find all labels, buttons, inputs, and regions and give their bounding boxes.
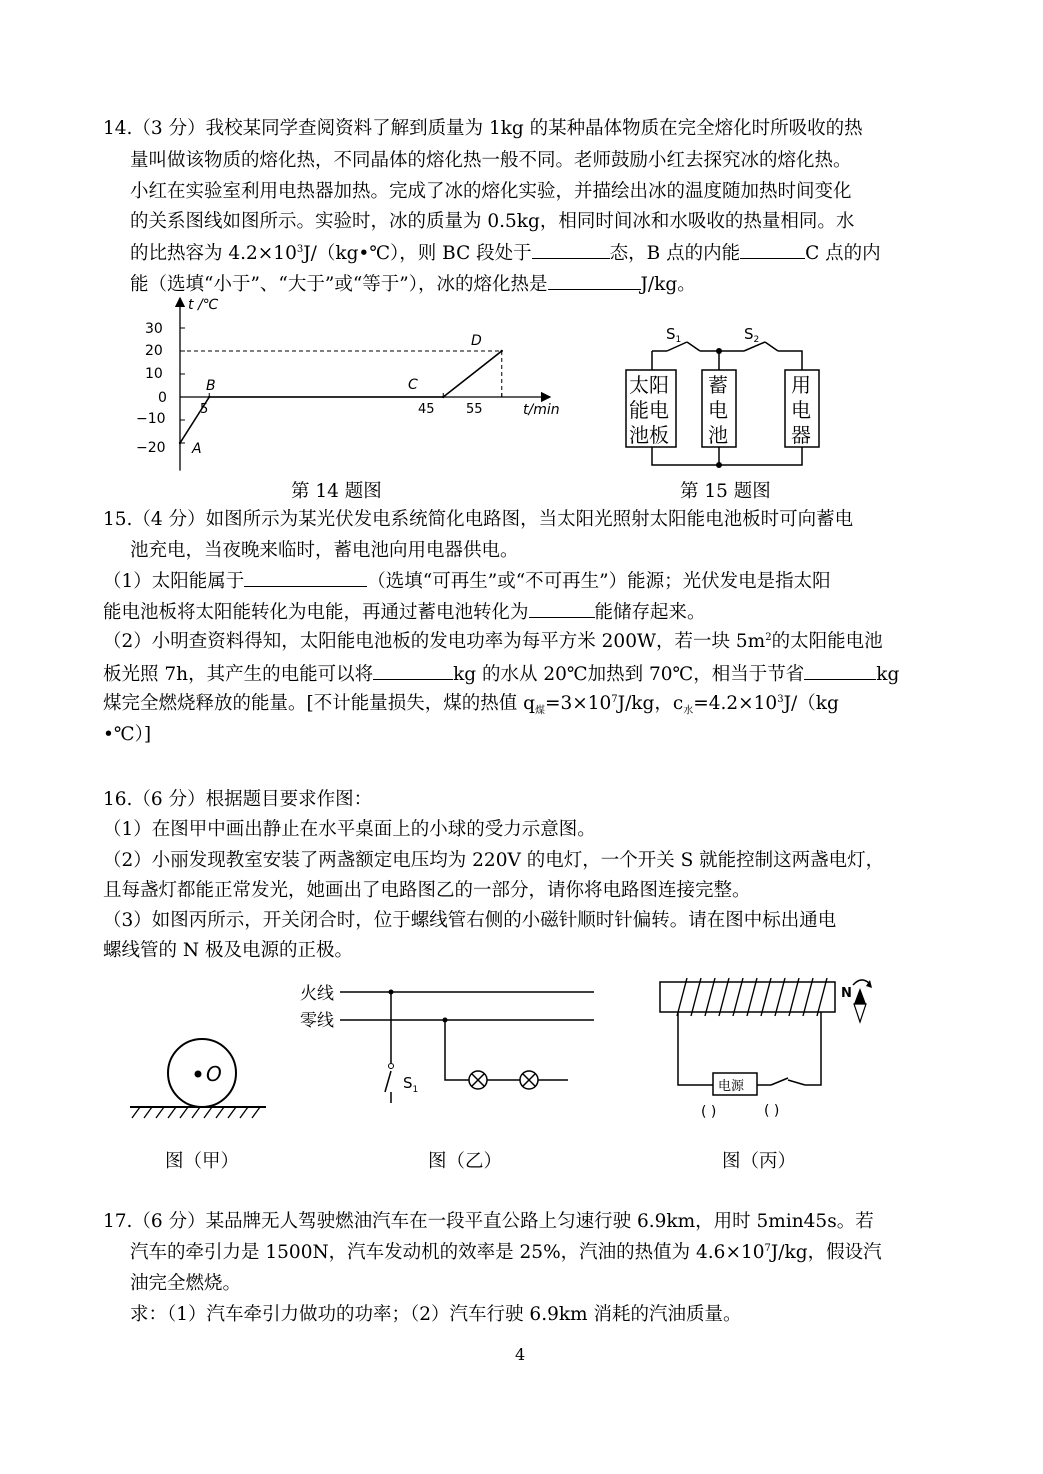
q17-line-4: 求：（1）汽车牵引力做功的功率；（2）汽车行驶 6.9km 消耗的汽油质量。 xyxy=(130,1304,742,1325)
data-point xyxy=(501,350,503,352)
coil-turn xyxy=(817,978,827,1016)
y-axis-label: t /℃ xyxy=(188,297,219,313)
answer-bracket[interactable]: ( ) xyxy=(764,1103,780,1119)
coil-turn xyxy=(761,978,771,1016)
ball-center-label: O xyxy=(206,1062,222,1086)
answer-blank[interactable] xyxy=(373,661,453,680)
q14-line-2: 量叫做该物质的熔化热，不同晶体的熔化热一般不同。老师鼓励小红去探究冰的熔化热。 xyxy=(130,150,852,171)
q16-line-5: （3）如图丙所示，开关闭合时，位于螺线管右侧的小磁针顺时针偏转。请在图中标出通电 xyxy=(103,910,837,931)
ball-center-dot xyxy=(195,1071,202,1078)
bottom-wire xyxy=(652,447,802,465)
appliance-label: 器 xyxy=(791,423,811,447)
figure-14-graph xyxy=(136,292,570,472)
s1-label: $S_1$ xyxy=(666,325,682,345)
q17-line-3: 油完全燃烧。 xyxy=(130,1273,242,1294)
q16-line-1: 16.（6 分）根据题目要求作图： xyxy=(103,789,373,810)
live-wire-label: 火线 xyxy=(300,984,334,1004)
y-tick-label: 20 xyxy=(145,343,163,359)
y-tick-label: 30 xyxy=(145,321,163,337)
q15-line-5: （2）小明查资料得知，太阳能电池板的发电功率为每平方米 200W，若一块 $5m^2$的太阳能电池 xyxy=(103,631,883,652)
solar-label: 太阳 xyxy=(629,373,669,397)
data-point xyxy=(208,396,210,398)
q15-line-2: 池充电，当夜晚来临时，蓄电池向用电器供电。 xyxy=(130,540,519,561)
top-wire xyxy=(652,342,802,370)
point-label: D xyxy=(471,333,482,349)
solar-label: 能电 xyxy=(629,398,669,422)
junction-dot xyxy=(443,1018,448,1023)
answer-blank[interactable] xyxy=(740,240,805,259)
coil-turn xyxy=(775,978,785,1016)
lamp-icon xyxy=(520,1071,538,1089)
junction-dot xyxy=(716,462,722,468)
neutral-wire-label: 零线 xyxy=(300,1011,334,1031)
figure-15-caption: 第 15 题图 xyxy=(680,481,771,502)
switch-label: $S_1$ xyxy=(403,1074,419,1095)
q14-line-1: 14.（3 分）我校某同学查阅资料了解到质量为 1kg 的某种晶体物质在完全熔化时所吸收的热 xyxy=(103,118,863,139)
y-tick-label: 10 xyxy=(145,366,163,382)
table-hatching xyxy=(132,1107,260,1118)
q17-line-1: 17.（6 分）某品牌无人驾驶燃油汽车在一段平直公路上匀速行驶 6.9km，用时 5min45s。若 xyxy=(103,1211,874,1232)
q16-line-3: （2）小丽发现教室安装了两盏额定电压均为 220V 的电灯，一个开关 S 就能控制这两盏电灯， xyxy=(103,850,885,871)
appliance-label: 用 xyxy=(791,373,811,397)
answer-blank[interactable] xyxy=(244,568,367,587)
answer-blank[interactable] xyxy=(529,599,595,618)
q15-line-4: 能电池板将太阳能转化为电能，再通过蓄电池转化为 能储存起来。 xyxy=(103,599,706,625)
q14-line-6: 能（选填“小于”、“大于”或“等于”），冰的熔化热是 J/kg。 xyxy=(130,271,696,297)
data-point xyxy=(442,396,444,398)
solenoid-core xyxy=(660,982,835,1012)
wire xyxy=(652,351,719,370)
compass-needle-icon xyxy=(854,988,866,1022)
coil-turn xyxy=(803,978,813,1016)
battery-label: 蓄 xyxy=(708,373,728,397)
q15-line-6: 板光照 7h，其产生的电能可以将 kg 的水从 20℃加热到 70℃，相当于节省 kg xyxy=(103,661,899,687)
switch-terminal xyxy=(389,1064,394,1069)
q16-line-4: 且每盏灯都能正常发光，她画出了电路图乙的一部分，请你将电路图连接完整。 xyxy=(103,880,751,901)
figure-14-caption: 第 14 题图 xyxy=(291,481,382,502)
figure-bing xyxy=(655,970,885,1125)
q14-line-3: 小红在实验室利用电热器加热。完成了冰的熔化实验，并描绘出冰的温度随加热时间变化 xyxy=(130,181,852,202)
switch xyxy=(771,1078,788,1085)
answer-bracket[interactable]: ( ) xyxy=(701,1104,717,1120)
s2-label: $S_2$ xyxy=(744,325,760,345)
point-label: A xyxy=(192,441,202,457)
q14-line-4: 的关系图线如图所示。实验时，冰的质量为 0.5kg，相同时间冰和水吸收的热量相同。水 xyxy=(130,211,855,232)
point-label: C xyxy=(408,377,418,393)
answer-blank[interactable] xyxy=(532,240,610,259)
coil-turn xyxy=(789,978,799,1016)
rotation-arrow-icon xyxy=(853,980,869,985)
figure-15-circuit xyxy=(612,322,812,472)
figure-jia xyxy=(128,1030,273,1120)
coil-turn xyxy=(691,978,701,1016)
coil-turn xyxy=(677,978,687,1016)
figure-yi xyxy=(298,980,598,1110)
lamp-icon xyxy=(469,1071,487,1089)
answer-blank[interactable] xyxy=(548,271,641,290)
y-tick-label: −20 xyxy=(136,440,166,456)
battery-label: 池 xyxy=(708,423,728,447)
battery-label: 电 xyxy=(708,398,728,422)
appliance-label: 电 xyxy=(791,398,811,422)
y-tick-label: −10 xyxy=(136,411,166,427)
coil-turn xyxy=(733,978,743,1016)
junction-dot xyxy=(716,348,722,354)
needle-n-label: N xyxy=(841,986,852,1001)
q15-line-3: （1）太阳能属于 （选填“可再生”或“不可再生”）能源；光伏发电是指太阳 xyxy=(103,568,831,594)
coil-turn xyxy=(705,978,715,1016)
circuit-wire xyxy=(678,1012,821,1085)
page-number: 4 xyxy=(515,1345,526,1364)
axes xyxy=(180,298,550,471)
solenoid-coil xyxy=(677,978,827,1016)
figure-jia-caption: 图（甲） xyxy=(165,1151,240,1172)
power-source-label: 电源 xyxy=(718,1079,745,1094)
q14-line-5: 的比热容为 $4.2\times 10^3J/(kg•℃)$，则 BC 段处于 态，B 点的内能 C 点的内 xyxy=(130,240,881,266)
ball xyxy=(168,1039,236,1107)
q16-line-6: 螺线管的 N 极及电源的正极。 xyxy=(103,940,353,961)
x-tick-label: 55 xyxy=(466,402,483,417)
point-label: B xyxy=(206,378,216,394)
q15-line-8: •℃）] xyxy=(103,724,152,745)
answer-blank[interactable] xyxy=(804,661,876,680)
junction-dot xyxy=(389,990,394,995)
coil-turn xyxy=(747,978,757,1016)
x-tick-label: 5 xyxy=(200,402,209,417)
x-tick-label: 45 xyxy=(418,402,435,417)
q17-line-2: 汽车的牵引力是 1500N，汽车发动机的效率是 25%，汽油的热值为 $4.6\times 10^7J/kg$，假设汽 xyxy=(130,1242,882,1263)
y-tick-label: 0 xyxy=(158,390,167,406)
x-axis-label: t/min xyxy=(523,402,560,418)
figure-yi-caption: 图（乙） xyxy=(428,1151,503,1172)
figure-bing-caption: 图（丙） xyxy=(722,1151,797,1172)
q15-line-1: 15.（4 分）如图所示为某光伏发电系统简化电路图，当太阳光照射太阳能电池板时可向蓄电 xyxy=(103,509,854,530)
q15-line-7: 煤完全燃烧释放的能量。[不计能量损失，煤的热值 $q_煤=3\times 10^7J/kg$，$c_水=4.2\times 10^3J/(kg$ xyxy=(103,693,839,717)
solar-label: 池板 xyxy=(629,423,669,447)
lamp-wire xyxy=(445,1020,568,1080)
q16-line-2: （1）在图甲中画出静止在水平桌面上的小球的受力示意图。 xyxy=(103,819,596,840)
coil-turn xyxy=(719,978,729,1016)
data-point xyxy=(179,442,181,444)
switch-s1 xyxy=(385,1071,391,1092)
